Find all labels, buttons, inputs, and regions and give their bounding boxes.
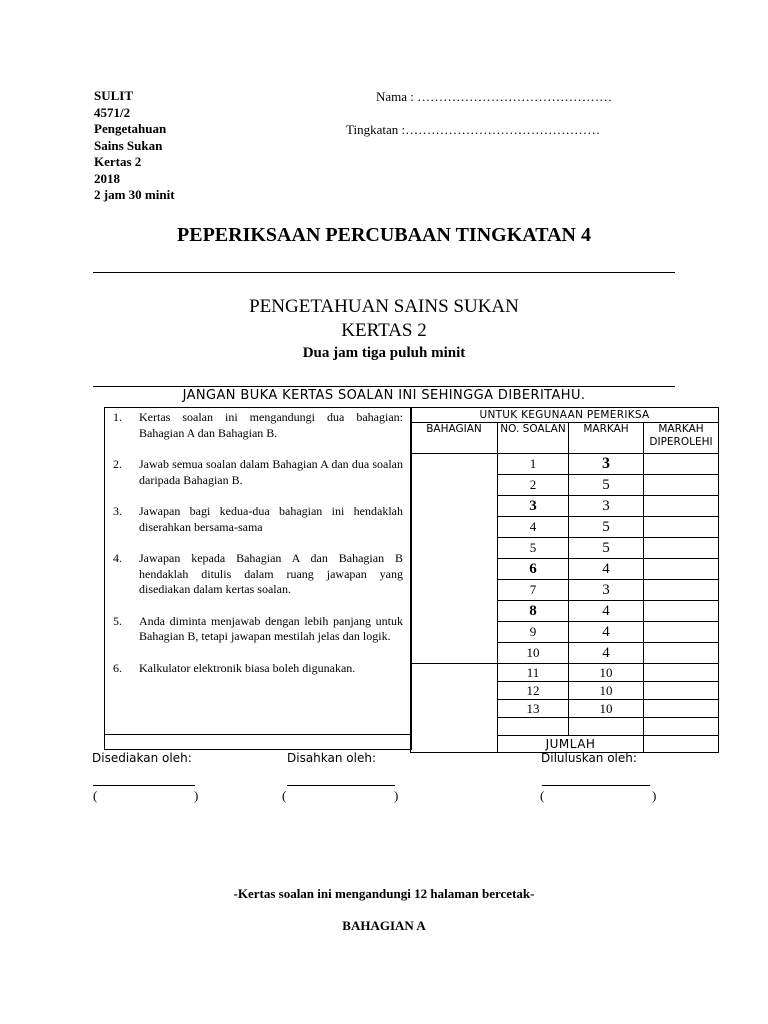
verified-by-label: Disahkan oleh: <box>287 751 377 765</box>
prepared-signature-line[interactable] <box>93 785 195 786</box>
instruction-item: 5. Anda diminta menjawab dengan lebih panjang untuk Bahagian B, tetapi jawapan mestilah jelas dan logik. <box>113 613 403 643</box>
marking-table <box>410 407 719 753</box>
duration-text: Dua jam tiga puluh minit <box>302 345 466 361</box>
warning-divider <box>93 386 675 387</box>
verified-name-close: ) <box>394 788 399 803</box>
question-marks: 3 <box>569 580 644 601</box>
obtained-marks-input[interactable] <box>644 664 719 682</box>
meta-sulit: SULIT <box>94 88 134 103</box>
title-divider <box>93 272 675 273</box>
question-marks: 3 <box>569 496 644 517</box>
instruction-item: 4. Jawapan kepada Bahagian A dan Bahagian B hendaklah ditulis dalam ruang jawapan yang disediakan dalam kertas soalan. <box>113 551 403 596</box>
meta-subject-2: Sains Sukan <box>94 137 163 153</box>
instruction-item: 2. Jawab semua soalan dalam Bahagian A dan dua soalan daripada Bahagian B. <box>113 457 403 487</box>
question-number: 7 <box>498 580 569 601</box>
marking-table-caption: UNTUK KEGUNAAN PEMERIKSA <box>411 408 719 423</box>
question-number: 9 <box>498 622 569 643</box>
question-number <box>498 718 569 736</box>
table-row <box>411 454 719 475</box>
warning-text: JANGAN BUKA KERTAS SOALAN INI SEHINGGA DIBERITAHU. <box>182 388 586 403</box>
approved-name-close: ) <box>652 788 657 803</box>
col-header-marks: MARKAH <box>569 423 644 454</box>
question-number: 6 <box>498 559 569 580</box>
obtained-marks-input[interactable] <box>644 580 719 601</box>
section-b-cell <box>411 664 498 753</box>
name-field[interactable]: Nama : ……………………………………… <box>376 89 613 104</box>
meta-year: 2018 <box>94 170 120 186</box>
question-number: 4 <box>498 517 569 538</box>
question-number: 2 <box>498 475 569 496</box>
section-heading: BAHAGIAN A <box>342 918 426 933</box>
obtained-marks-input[interactable] <box>644 700 719 718</box>
question-marks: 5 <box>569 517 644 538</box>
total-label: JUMLAH <box>498 736 644 753</box>
question-marks <box>569 718 644 736</box>
table-row <box>411 664 719 682</box>
question-number: 1 <box>498 454 569 475</box>
approved-signature-line[interactable] <box>542 785 650 786</box>
meta-time: 2 jam 30 minit <box>94 187 175 202</box>
obtained-marks-input[interactable] <box>644 517 719 538</box>
question-marks: 4 <box>569 622 644 643</box>
instructions-footer-cell <box>104 733 412 750</box>
obtained-marks-input[interactable] <box>644 682 719 700</box>
instruction-item: 6. Kalkulator elektronik biasa boleh digunakan. <box>113 660 356 675</box>
obtained-marks-input[interactable] <box>644 622 719 643</box>
paper-meta <box>94 88 175 204</box>
instructions-list <box>113 410 403 692</box>
question-marks: 10 <box>569 682 644 700</box>
question-marks: 5 <box>569 475 644 496</box>
question-number: 12 <box>498 682 569 700</box>
paper-title: KERTAS 2 <box>341 320 427 341</box>
exam-title: PEPERIKSAAN PERCUBAAN TINGKATAN 4 <box>177 224 591 246</box>
obtained-marks-input[interactable] <box>644 559 719 580</box>
approved-name-open: ( <box>540 788 545 803</box>
meta-code: 4571/2 <box>94 104 131 120</box>
question-marks: 10 <box>569 700 644 718</box>
obtained-marks-input[interactable] <box>644 454 719 475</box>
instruction-item: 1. Kertas soalan ini mengandungi dua bahagian: Bahagian A dan Bahagian B. <box>113 410 403 440</box>
question-number: 10 <box>498 643 569 664</box>
question-marks: 4 <box>569 643 644 664</box>
obtained-marks-input[interactable] <box>644 538 719 559</box>
obtained-marks-input[interactable] <box>644 496 719 517</box>
obtained-marks-input[interactable] <box>644 643 719 664</box>
verified-signature-line[interactable] <box>287 785 395 786</box>
question-number: 11 <box>498 664 569 682</box>
prepared-name-close: ) <box>194 788 199 803</box>
question-marks: 3 <box>569 454 644 475</box>
question-marks: 4 <box>569 601 644 622</box>
col-header-section: BAHAGIAN <box>411 423 498 454</box>
verified-name-open: ( <box>282 788 287 803</box>
obtained-marks-input[interactable] <box>644 601 719 622</box>
instructions-box <box>104 407 412 735</box>
question-number: 8 <box>498 601 569 622</box>
question-number: 3 <box>498 496 569 517</box>
total-marks-input[interactable] <box>644 736 719 753</box>
page-count-note: -Kertas soalan ini mengandungi 12 halaman bercetak- <box>233 886 535 901</box>
col-header-question: NO. SOALAN <box>498 423 569 454</box>
question-number: 13 <box>498 700 569 718</box>
question-marks: 5 <box>569 538 644 559</box>
obtained-marks-input[interactable] <box>644 475 719 496</box>
obtained-marks-input[interactable] <box>644 718 719 736</box>
instruction-item: 3. Jawapan bagi kedua-dua bahagian ini hendaklah diserahkan bersama-sama <box>113 504 403 534</box>
form-field[interactable]: Tingkatan :……………………………………… <box>346 122 601 137</box>
section-a-cell <box>411 454 498 664</box>
col-header-obtained: MARKAH DIPEROLEHI <box>644 423 719 454</box>
subject-title: PENGETAHUAN SAINS SUKAN <box>249 296 519 317</box>
question-marks: 10 <box>569 664 644 682</box>
question-number: 5 <box>498 538 569 559</box>
prepared-by-label: Disediakan oleh: <box>92 751 192 765</box>
meta-subject-1: Pengetahuan <box>94 121 167 136</box>
question-marks: 4 <box>569 559 644 580</box>
meta-paper: Kertas 2 <box>94 154 142 169</box>
prepared-name-open: ( <box>93 788 98 803</box>
approved-by-label: Diluluskan oleh: <box>541 751 637 765</box>
